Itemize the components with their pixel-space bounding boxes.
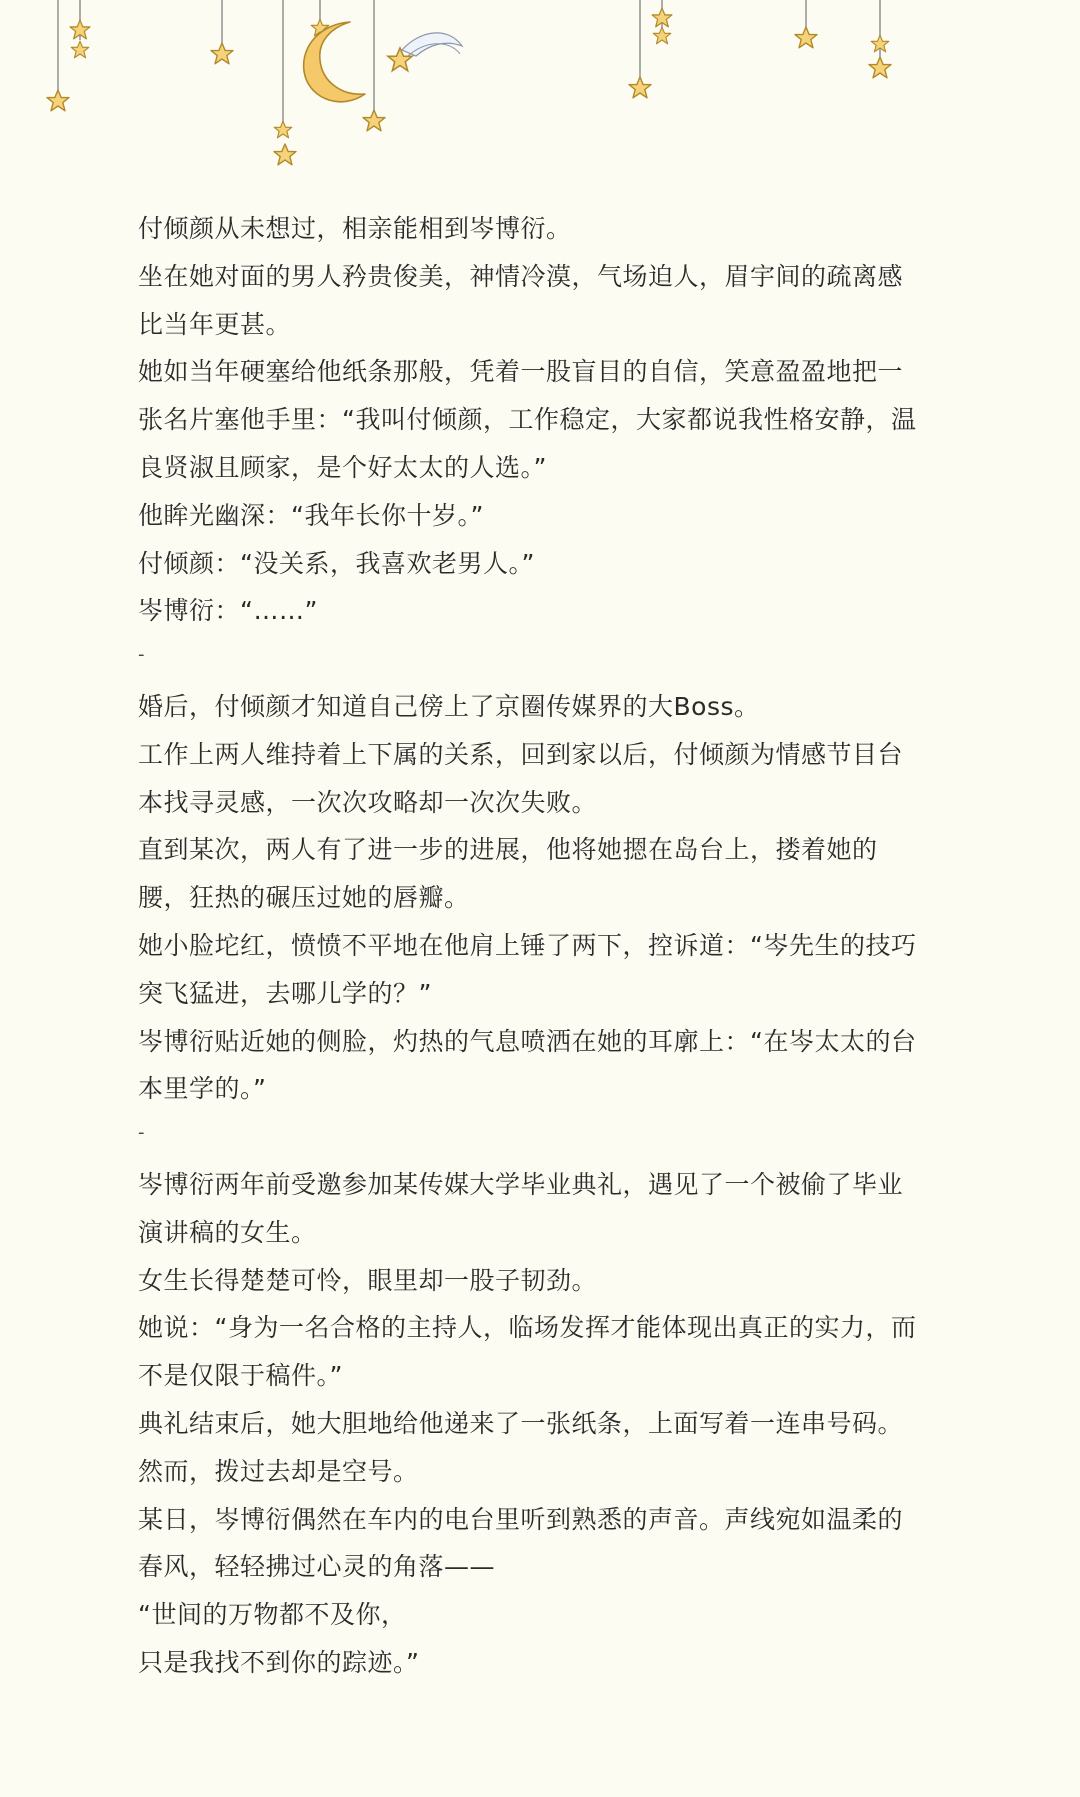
text-line: 工作上两人维持着上下属的关系，回到家以后，付倾颜为情感节目台	[138, 739, 904, 769]
section-divider: -	[138, 1122, 145, 1144]
shooting-star-icon	[388, 33, 462, 71]
text-line: 典礼结束后，她大胆地给他递来了一张纸条，上面写着一连串号码。	[138, 1408, 904, 1438]
text-line: 付倾颜：“没关系，我喜欢老男人。”	[138, 548, 535, 578]
text-line: 不是仅限于稿件。”	[138, 1361, 343, 1391]
hanging-star-icon	[274, 121, 292, 138]
text-line: 婚后，付倾颜才知道自己傍上了京圈传媒界的大Boss。	[138, 691, 760, 721]
hanging-star-icon	[71, 41, 89, 58]
text-line: 张名片塞他手里：“我叫付倾颜，工作稳定，大家都说我性格安静，温	[138, 405, 917, 435]
text-line: 她说：“身为一名合格的主持人，临场发挥才能体现出真正的实力，而	[138, 1313, 917, 1343]
hanging-star-icon	[629, 77, 651, 98]
text-line: 只是我找不到你的踪迹。”	[138, 1647, 420, 1677]
crescent-moon-icon	[304, 22, 365, 102]
text-line: 她如当年硬塞给他纸条那般，凭着一股盲目的自信，笑意盈盈地把一	[138, 357, 904, 387]
text-line: 女生长得楚楚可怜，眼里却一股子韧劲。	[138, 1265, 598, 1295]
text-line: 良贤淑且顾家，是个好太太的人选。”	[138, 452, 547, 482]
text-line: 腰，狂热的碾压过她的唇瓣。	[138, 883, 470, 913]
hanging-star-icon	[274, 144, 296, 165]
text-line: 演讲稿的女生。	[138, 1217, 317, 1247]
text-line: 他眸光幽深：“我年长你十岁。”	[138, 500, 484, 530]
hanging-star-icon	[47, 90, 69, 111]
article-body	[138, 205, 938, 1687]
text-line: 岑博衍贴近她的侧脸，灼热的气息喷洒在她的耳廓上：“在岑太太的台	[138, 1026, 917, 1056]
text-line: 本找寻灵感，一次次攻略却一次次失败。	[138, 787, 598, 817]
text-line: 岑博衍：“……”	[138, 596, 318, 626]
text-line: 直到某次，两人有了进一步的进展，他将她摁在岛台上，搂着她的	[138, 835, 878, 865]
text-line: 她小脸坨红，愤愤不平地在他肩上锤了两下，控诉道：“岑先生的技巧	[138, 930, 917, 960]
section-divider: -	[138, 644, 145, 666]
hanging-star-icon	[363, 110, 385, 131]
text-line: 付倾颜从未想过，相亲能相到岑博衍。	[138, 214, 572, 243]
text-line: 岑博衍两年前受邀参加某传媒大学毕业典礼，遇见了一个被偷了毕业	[138, 1169, 904, 1199]
hanging-decoration	[0, 0, 1080, 180]
hanging-star-icon	[211, 43, 233, 64]
text-line: 然而，拨过去却是空号。	[138, 1456, 419, 1486]
text-line: 春风，轻轻拂过心灵的角落——	[138, 1552, 496, 1582]
text-line: “世间的万物都不及你，	[138, 1600, 407, 1630]
text-line: 某日，岑博衍偶然在车内的电台里听到熟悉的声音。声线宛如温柔的	[138, 1504, 904, 1534]
hanging-star-icon	[795, 27, 817, 48]
hanging-star-icon	[869, 57, 891, 78]
text-line: 比当年更甚。	[138, 309, 292, 339]
text-line: 本里学的。”	[138, 1074, 267, 1104]
text-line: 突飞猛进，去哪儿学的？”	[138, 978, 432, 1008]
text-line: 坐在她对面的男人矜贵俊美，神情冷漠，气场迫人，眉宇间的疏离感	[138, 261, 904, 291]
hanging-star-icon	[653, 27, 671, 44]
